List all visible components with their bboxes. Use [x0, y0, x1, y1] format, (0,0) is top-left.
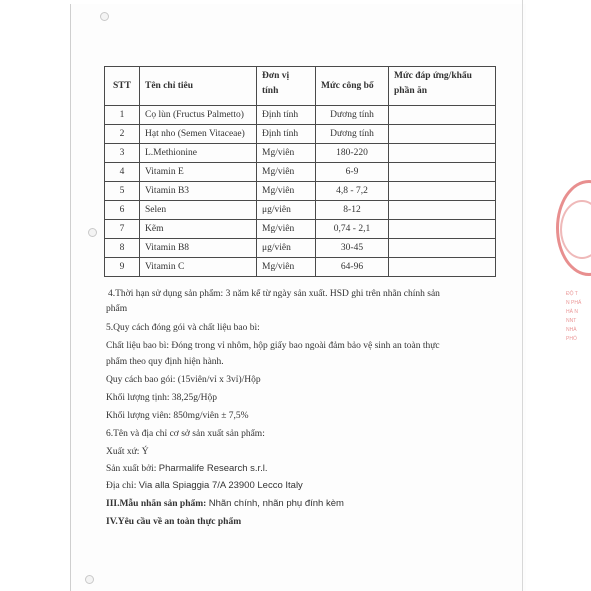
producer-label: Sản xuất bởi: — [106, 464, 159, 474]
header-meet-line1: Mức đáp ứng/khẩu — [394, 71, 472, 81]
stamp-text: ĐỘ T N PHẨ HÀ N NNT NHÀ PHÓ — [566, 291, 582, 342]
cell-unit: μg/viên — [257, 239, 316, 258]
cell-meet — [389, 125, 496, 144]
cell-unit: Mg/viên — [257, 163, 316, 182]
cell-name: Cọ lùn (Fructus Palmetto) — [140, 106, 257, 125]
table-row — [105, 182, 496, 201]
manufacturer-title: 6.Tên và địa chỉ cơ sở sản xuất sản phẩm: — [106, 429, 265, 439]
cell-stt: 9 — [105, 258, 140, 277]
material-line1: Chất liệu bao bì: Đóng trong vỉ nhôm, hộp giấy bao ngoài đảm bảo vệ sinh an toàn thực — [106, 341, 440, 351]
cell-unit: Định tính — [257, 125, 316, 144]
cell-name: Kẽm — [140, 220, 257, 239]
cell-stt: 4 — [105, 163, 140, 182]
cell-level: 4,8 - 7,2 — [316, 182, 389, 201]
cell-unit: μg/viên — [257, 201, 316, 220]
table-row — [105, 220, 496, 239]
header-stt: STT — [105, 67, 140, 106]
packaging-title: 5.Quy cách đóng gói và chất liệu bao bì: — [106, 323, 260, 333]
table-row — [105, 201, 496, 220]
page-edge — [522, 0, 523, 591]
shelf-life-line2: phẩm — [106, 304, 128, 314]
header-meet-line2: phần ăn — [394, 86, 428, 96]
cell-level: Dương tính — [316, 106, 389, 125]
shelf-life-line1: 4.Thời hạn sử dụng sản phẩm: 3 năm kể từ ngày sản xuất. HSD ghi trên nhãn chính sản — [108, 289, 440, 299]
net-weight: Khối lượng tịnh: 38,25g/Hộp — [106, 393, 217, 403]
cell-name: Vitamin B8 — [140, 239, 257, 258]
cell-name: Vitamin C — [140, 258, 257, 277]
cell-meet — [389, 144, 496, 163]
cell-unit: Mg/viên — [257, 144, 316, 163]
table-header-row — [105, 67, 496, 106]
address-value: Via alla Spiaggia 7/A 23900 Lecco Italy — [138, 480, 303, 491]
label-sample-title: III.Mẫu nhãn sản phẩm: — [106, 499, 209, 509]
cell-stt: 5 — [105, 182, 140, 201]
cell-name: L.Methionine — [140, 144, 257, 163]
cell-name: Selen — [140, 201, 257, 220]
cell-unit: Mg/viên — [257, 220, 316, 239]
label-sample-value: Nhãn chính, nhãn phụ đính kèm — [208, 498, 344, 509]
cell-level: 8-12 — [316, 201, 389, 220]
address — [106, 480, 303, 492]
table-row — [105, 239, 496, 258]
cell-meet — [389, 106, 496, 125]
cell-level: 64-96 — [316, 258, 389, 277]
header-unit-line1: Đơn vị — [262, 71, 290, 81]
binder-hole-middle — [88, 228, 97, 237]
producer — [106, 463, 268, 475]
header-name: Tên chỉ tiêu — [140, 67, 257, 106]
cell-name: Vitamin B3 — [140, 182, 257, 201]
cell-name: Hạt nho (Semen Vitaceae) — [140, 125, 257, 144]
safety-title: IV.Yêu cầu về an toàn thực phẩm — [106, 517, 242, 527]
cell-level: 180-220 — [316, 144, 389, 163]
cell-name: Vitamin E — [140, 163, 257, 182]
table-row — [105, 258, 496, 277]
cell-unit: Định tính — [257, 106, 316, 125]
cell-stt: 3 — [105, 144, 140, 163]
cell-unit: Mg/viên — [257, 258, 316, 277]
cell-meet — [389, 201, 496, 220]
cell-stt: 1 — [105, 106, 140, 125]
binder-hole-top — [100, 12, 109, 21]
cell-level: 30-45 — [316, 239, 389, 258]
cell-stt: 2 — [105, 125, 140, 144]
material-line2: phẩm theo quy định hiện hành. — [106, 357, 224, 367]
header-unit-line2: tính — [262, 86, 279, 96]
label-sample — [106, 498, 344, 510]
cell-stt: 7 — [105, 220, 140, 239]
address-label: Địa chỉ: — [106, 481, 139, 491]
cell-meet — [389, 182, 496, 201]
cell-meet — [389, 220, 496, 239]
unit-weight: Khối lượng viên: 850mg/viên ± 7,5% — [106, 411, 249, 421]
cell-meet — [389, 258, 496, 277]
cell-level: Dương tính — [316, 125, 389, 144]
header-unit — [257, 67, 316, 106]
producer-name: Pharmalife Research s.r.l. — [158, 463, 268, 474]
table-row — [105, 144, 496, 163]
cell-level: 6-9 — [316, 163, 389, 182]
table-row — [105, 125, 496, 144]
table-row — [105, 106, 496, 125]
cell-meet — [389, 239, 496, 258]
cell-level: 0,74 - 2,1 — [316, 220, 389, 239]
specification-table — [104, 66, 496, 277]
cell-unit: Mg/viên — [257, 182, 316, 201]
binder-hole-bottom — [85, 575, 94, 584]
cell-meet — [389, 163, 496, 182]
header-level: Mức công bố — [316, 67, 389, 106]
cell-stt: 6 — [105, 201, 140, 220]
cell-stt: 8 — [105, 239, 140, 258]
origin: Xuất xứ: Ý — [106, 447, 149, 457]
table-row — [105, 163, 496, 182]
pack-spec: Quy cách bao gói: (15viên/vỉ x 3vỉ)/Hộp — [106, 375, 261, 385]
header-meet — [389, 67, 496, 106]
